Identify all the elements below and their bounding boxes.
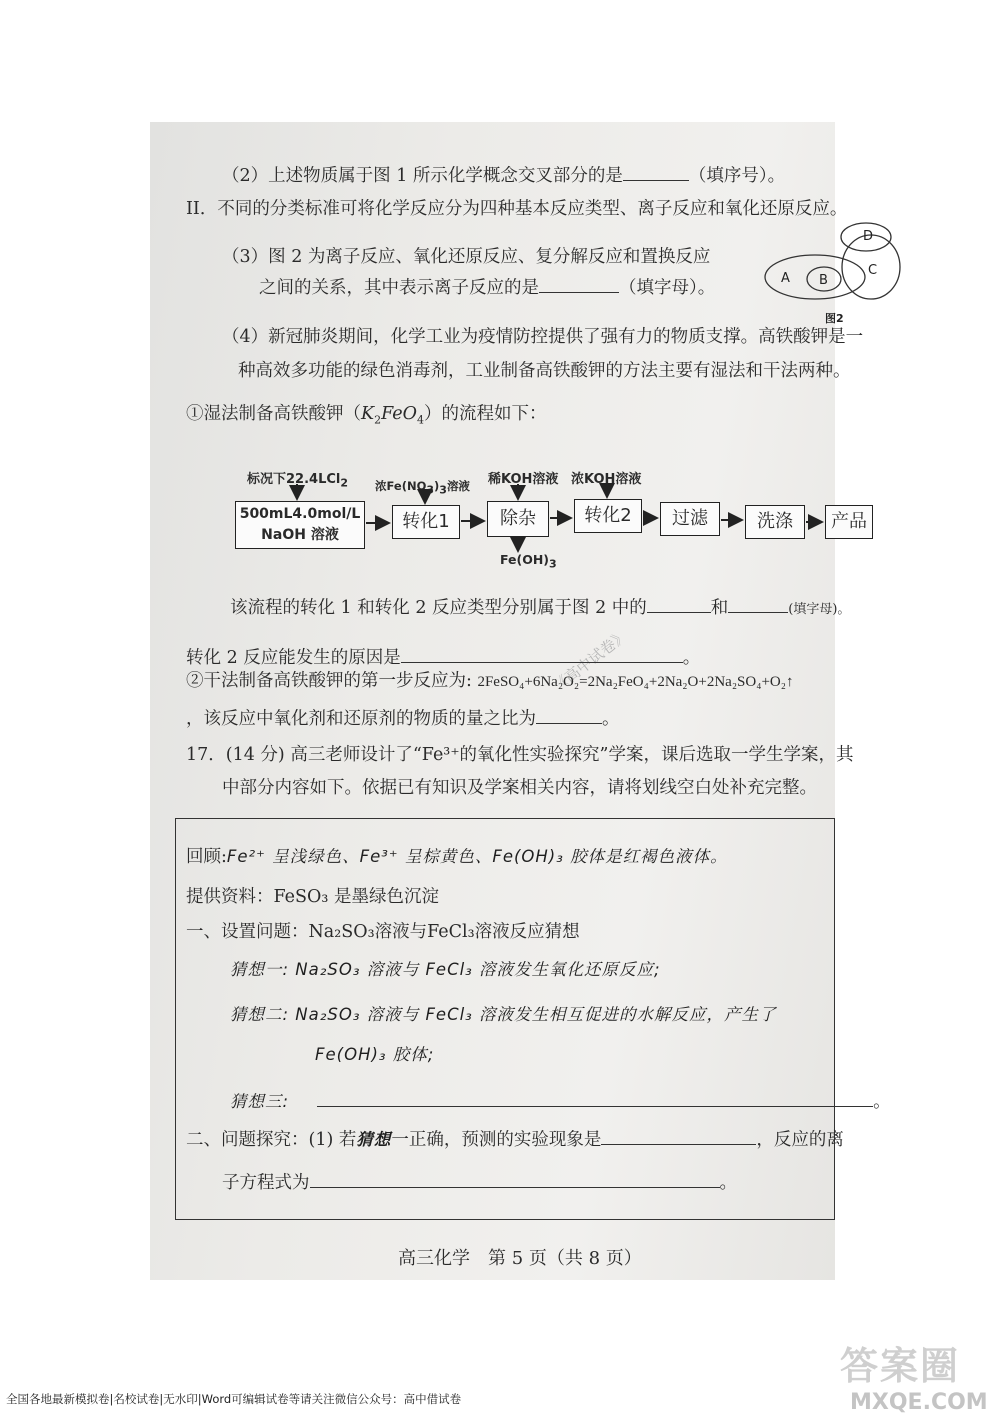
dry-ratio-suffix: 。 (602, 709, 620, 729)
q-types-suffix: (填字母)。 (788, 602, 851, 617)
q17-line2: 中部分内容如下。依据已有知识及学案相关内容，请将划线空白处补充完整。 (222, 778, 817, 798)
review-handwriting: Fe²⁺ 呈浅绿色、Fe³⁺ 呈棕黄色、Fe(OH)₃ 胶体是红褐色液体。 (226, 847, 728, 866)
guess3-label: 猜想三: (230, 1092, 290, 1111)
dry-ratio-line (186, 707, 620, 730)
flow-reagent-3: 浓KOH溶液 (571, 472, 642, 487)
part2-heading: II．不同的分类标准可将化学反应分为四种基本反应类型、离子反应和氧化还原反应。 (186, 199, 848, 219)
explore-suffix: ，反应的离 (756, 1130, 844, 1150)
flow-start-line2: NaOH 溶液 (261, 527, 339, 543)
explore2-suffix: 。 (719, 1173, 737, 1193)
review-label: 回顾: (186, 847, 227, 867)
flow-step-wash: 洗涤 (745, 505, 805, 539)
explore2-blank[interactable] (310, 1171, 720, 1188)
q-types-blank-2[interactable] (728, 596, 788, 613)
formula-feo: FeO (381, 404, 417, 424)
wet-suffix: ）的流程如下： (423, 404, 547, 424)
info-line: 提供资料：FeSO₃ 是墨绿色沉淀 (186, 887, 439, 907)
dry-prefix: ②干法制备高铁酸钾的第一步反应为: (186, 671, 478, 691)
venn-label-d: D (863, 229, 874, 244)
q3-prefix: 之间的关系，其中表示离子反应的是 (259, 278, 539, 298)
q4-line2: 种高效多功能的绿色消毒剂，工业制备高铁酸钾的方法主要有湿法和干法两种。 (238, 361, 851, 381)
flow-step-convert2: 转化2 (574, 499, 642, 533)
venn-caption: 图2 (825, 312, 844, 325)
guess3-line (230, 1090, 891, 1113)
flow-reagent-1: 浓$Fe(NO_3)_3$溶液 (375, 479, 470, 497)
flow-step-product: 产品 (825, 505, 873, 539)
q4-line1: （4）新冠肺炎期间，化学工业为疫情防控提供了强有力的物质支撑。高铁酸钾是一 (222, 327, 864, 347)
page-footer: 高三化学 第 5 页（共 8 页） (398, 1248, 642, 1269)
explore-prefix: 二、问题探究：(1) 若 (186, 1130, 357, 1150)
guess3-end: 。 (873, 1092, 891, 1112)
dry-ratio-blank[interactable] (536, 707, 602, 724)
explore-handwriting: 猜想 (356, 1130, 392, 1149)
watermark: 《高中试卷》 (549, 626, 632, 696)
flow-step-filter: 过滤 (660, 502, 720, 536)
q-types-prefix: 该流程的转化 1 和转化 2 反应类型分别属于图 2 中的 (230, 598, 647, 618)
wet-prefix: ①湿法制备高铁酸钾（ (186, 404, 361, 424)
q2-prefix: （2）上述物质属于图 1 所示化学概念交叉部分的是 (222, 166, 623, 186)
site-logo (840, 1335, 988, 1415)
flow-start-line1: 500mL4.0mol/L (239, 506, 361, 522)
formula-k: K (361, 404, 375, 424)
site-footer: 全国各地最新模拟卷|名校试卷|无水印|Word可编辑试卷等请关注微信公众号：高中借试卷 (6, 1392, 462, 1406)
venn-label-a: A (781, 271, 790, 286)
q-types-mid: 和 (710, 598, 729, 618)
q3-suffix: （填字母）。 (619, 278, 716, 298)
dry-ratio-prefix: ，该反应中氧化剂和还原剂的物质的量之比为 (186, 709, 536, 729)
venn-label-b: B (819, 273, 828, 288)
q2-suffix: （填序号）。 (688, 166, 786, 186)
venn-label-c: C (868, 263, 878, 278)
explore-blank-1[interactable] (601, 1128, 756, 1145)
flow-reagent-2: 稀KOH溶液 (488, 472, 559, 487)
setup-line: 一、设置问题：Na₂SO₃溶液与FeCl₃溶液反应猜想 (186, 922, 580, 942)
flow-byproduct: $Fe(OH)_3$ (500, 552, 557, 571)
q-reason-prefix: 转化 2 反应能发生的原因是 (186, 648, 401, 668)
q17-line1: 17．(14 分) 高三老师设计了“Fe³⁺的氧化性实验探究”学案，课后选取一学生学案，其 (186, 745, 854, 765)
q-types-blank-1[interactable] (647, 596, 711, 613)
guess1-line: 猜想一: Na₂SO₃ 溶液与 FeCl₃ 溶液发生氧化还原反应; (230, 960, 661, 979)
q-types-line (230, 596, 850, 619)
dry-equation: 2FeSO₄+6Na₂O₂=2Na₂FeO₄+2Na₂O+2Na₂SO₄+O₂↑ (477, 674, 794, 690)
flow-top-label: 标况下22.4LCl$_2$ (247, 472, 349, 490)
formula-sub-2: 2 (374, 413, 382, 427)
q-reason-line (186, 646, 700, 669)
formula-sub-4: 4 (416, 413, 424, 427)
explore2-line (222, 1171, 737, 1194)
guess2b-line: Fe(OH)₃ 胶体; (315, 1045, 435, 1064)
logo-url: MXQE.COM (850, 1390, 988, 1415)
flow-step-convert1: 转化1 (392, 505, 460, 539)
guess3-blank[interactable] (317, 1090, 873, 1107)
q-reason-blank[interactable] (401, 646, 683, 663)
review-line (186, 847, 728, 868)
flow-arrows (0, 0, 1000, 600)
explore2-prefix: 子方程式为 (222, 1173, 310, 1193)
explore-line (186, 1128, 844, 1151)
logo-text: 答案圈 (840, 1344, 961, 1388)
dry-method-line (186, 671, 793, 692)
explore-mid: 一正确，预测的实验现象是 (391, 1130, 602, 1150)
flow-step-purify: 除杂 (487, 501, 549, 537)
q-reason-suffix: 。 (682, 648, 701, 668)
q3-line1: （3）图 2 为离子反应、氧化还原反应、复分解反应和置换反应 (222, 247, 711, 267)
guess2-line: 猜想二: Na₂SO₃ 溶液与 FeCl₃ 溶液发生相互促进的水解反应，产生了 (230, 1005, 777, 1024)
